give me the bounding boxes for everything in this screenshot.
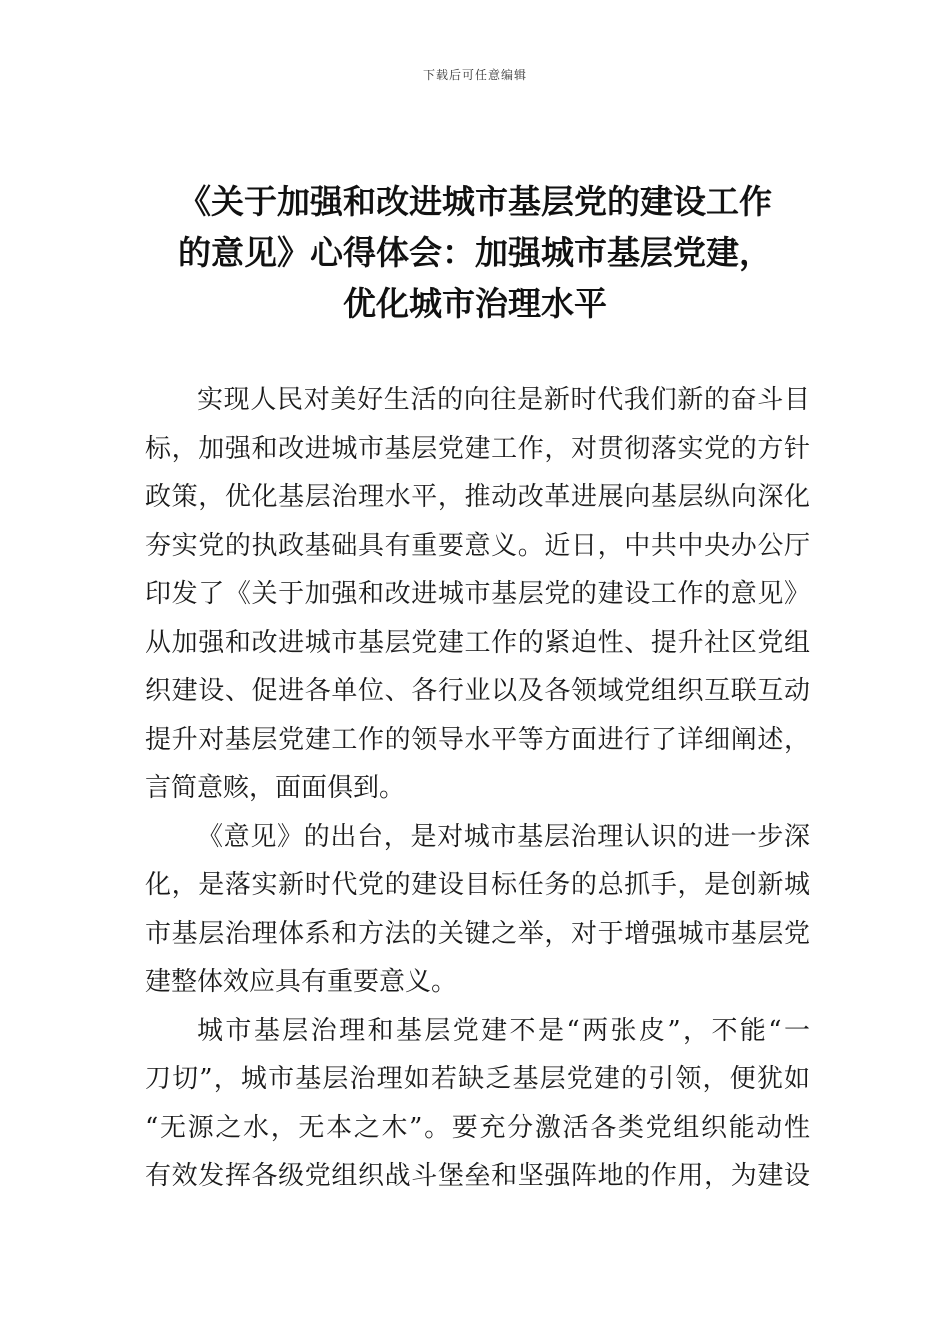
body-line: 实现人民对美好生活的向往是新时代我们新的奋斗目 [197, 385, 810, 415]
body-line: 政策，优化基层治理水平，推动改革进展向基层纵向深化 [145, 482, 810, 512]
title-line: 优化城市治理水平 [343, 284, 607, 323]
body-line: 夯实党的执政基础具有重要意义。近日，中共中央办公厅 [145, 530, 810, 561]
body-line: 刀切”，城市基层治理如若缺乏基层党建的引领，便犹如 [145, 1064, 810, 1094]
body-line: 言简意赅，面面俱到。 [145, 773, 406, 803]
title-line: 《关于加强和改进城市基层党的建设工作 [178, 182, 772, 221]
body-line: 市基层治理体系和方法的关键之举，对于增强城市基层党 [145, 918, 810, 949]
body-line: 有效发挥各级党组织战斗堡垒和坚强阵地的作用，为建设 [145, 1161, 810, 1191]
body-line: 印发了《关于加强和改进城市基层党的建设工作的意见》 [145, 579, 810, 609]
body-line: 化，是落实新时代党的建设目标任务的总抓手，是创新城 [145, 870, 810, 900]
body-line: 《意见》的出台，是对城市基层治理认识的进一步深 [197, 821, 810, 852]
body-line: 建整体效应具有重要意义。 [145, 967, 458, 997]
document-body [145, 376, 810, 1201]
body-line: 城市基层治理和基层党建不是“两张皮”，不能“一 [197, 1015, 810, 1046]
document-title [120, 176, 830, 329]
body-line: 织建设、促进各单位、各行业以及各领域党组织互联互动 [145, 676, 810, 706]
title-line: 的意见》心得体会：加强城市基层党建， [178, 233, 772, 272]
body-line: “无源之水，无本之木”。要充分激活各类党组织能动性 [145, 1112, 810, 1143]
body-line: 从加强和改进城市基层党建工作的紧迫性、提升社区党组 [145, 627, 810, 658]
body-line: 标，加强和改进城市基层党建工作，对贯彻落实党的方针 [145, 433, 810, 464]
body-line: 提升对基层党建工作的领导水平等方面进行了详细阐述， [145, 724, 810, 755]
header-note: 下载后可任意编辑 [422, 68, 527, 82]
